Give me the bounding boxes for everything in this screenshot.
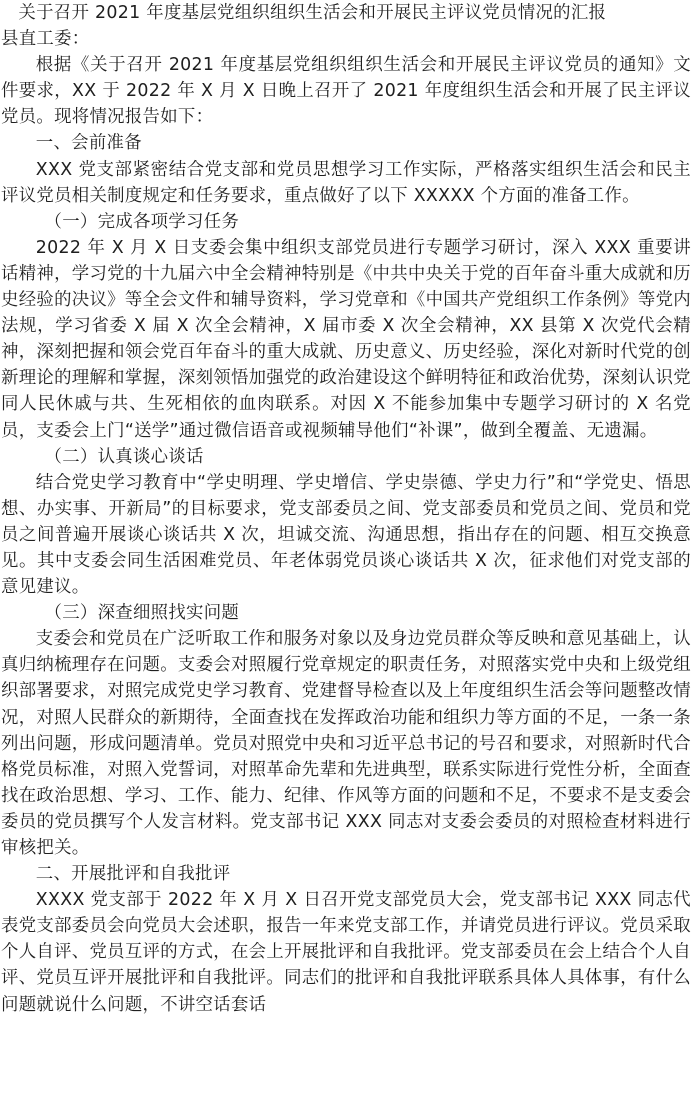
subsection-1-heading: （一）完成各项学习任务 bbox=[44, 211, 240, 232]
subsection-1-body: 2022 年 X 月 X 日支委会集中组织支部党员进行专题学习研讨，深入 XXX 重要讲话精神，学习党的十九届六中全会精神特别是《中共中央关于党的百年奋斗重大成就和历史经验的决议》等全会文件和辅导资料，学习党章和《中国共产党组织工作条例》等党内法规，学习省委 X 届 X 次全会精神，X 届市委 X 次全会精神，XX 县第 X 次党代会精神，深刻把握和领会党百年奋斗的重大成就、历史意义、历史经验，深化对新时代党的创新理论的理解和掌握，深刻领悟加强党的政治建设这个鲜明特征和政治优势，深刻认识党同人民休戚与共、生死相依的血肉联系。对因 X 不能参加集中专题学习研讨的 X 名党员，支委会上门“送学”通过微信语音或视频辅导他们“补课”，做到全覆盖、无遗漏。 bbox=[1, 237, 691, 441]
section-1-heading: 一、会前准备 bbox=[35, 133, 142, 154]
document-title: 关于召开 2021 年度基层党组织组织生活会和开展民主评议党员情况的汇报 bbox=[18, 3, 607, 23]
subsection-2-body: 结合党史学习教育中“学史明理、学史增信、学史崇德、学史力行”和“学党史、悟思想、办实事、开新局”的目标要求，党支部委员之间、党支部委员和党员之间、党员和党员之间普遍开展谈心谈话共 X 次，坦诚交流、沟通思想，指出存在的问题、相互交换意见。其中支委会同生活困难党员、年老体弱党员谈心谈话共 X 次，征求他们对党支部的意见建议。 bbox=[1, 472, 691, 598]
subsection-2-heading: （二）认真谈心谈话 bbox=[44, 446, 204, 467]
subsection-3-heading: （三）深查细照找实问题 bbox=[44, 603, 240, 624]
section-2-body: XXXX 党支部于 2022 年 X 月 X 日召开党支部党员大会，党支部书记 XXX 同志代表党支部委员会向党员大会述职，报告一年来党支部工作，并请党员进行评议。党员采取个人自评、党员互评的方式，在会上开展批评和自我批评。党支部委员在会上结合个人自评、党员互评开展批评和自我批评。同志们的批评和自我批评联系具体人具体事，有什么问题就说什么问题，不讲空话套话 bbox=[1, 890, 691, 1015]
subsection-3-body: 支委会和党员在广泛听取工作和服务对象以及身边党员群众等反映和意见基础上，认真归纳梳理存在问题。支委会对照履行党章规定的职责任务，对照落实党中央和上级党组织部署要求，对照完成党史学习教育、党建督导检查以及上年度组织生活会等问题整改情况，对照人民群众的新期待，全面查找在发挥政治功能和组织力等方面的不足，一条一条列出问题，形成问题清单。党员对照党中央和习近平总书记的号召和要求，对照新时代合格党员标准，对照入党誓词，对照革命先辈和先进典型，联系实际进行党性分析，全面查找在政治思想、学习、工作、能力、纪律、作风等方面的问题和不足，不要求不是支委会委员的党员撰写个人发言材料。党支部书记 XXX 同志对支委会委员的对照检查材料进行审核把关。 bbox=[1, 629, 691, 858]
recipient-line: 县直工委： bbox=[1, 29, 90, 50]
section-2-heading: 二、开展批评和自我批评 bbox=[35, 864, 231, 885]
section-1-intro: XXX 党支部紧密结合党支部和党员思想学习工作实际，严格落实组织生活会和民主评议党员相关制度规定和任务要求，重点做好了以下 XXXXX 个方面的准备工作。 bbox=[1, 159, 691, 206]
intro-paragraph: 根据《关于召开 2021 年度基层党组织组织生活会和开展民主评议党员的通知》文件要求，XX 于 2022 年 X 月 X 日晚上召开了 2021 年度组织生活会和开展了民主评议党员。现将情况报告如下： bbox=[1, 55, 691, 128]
